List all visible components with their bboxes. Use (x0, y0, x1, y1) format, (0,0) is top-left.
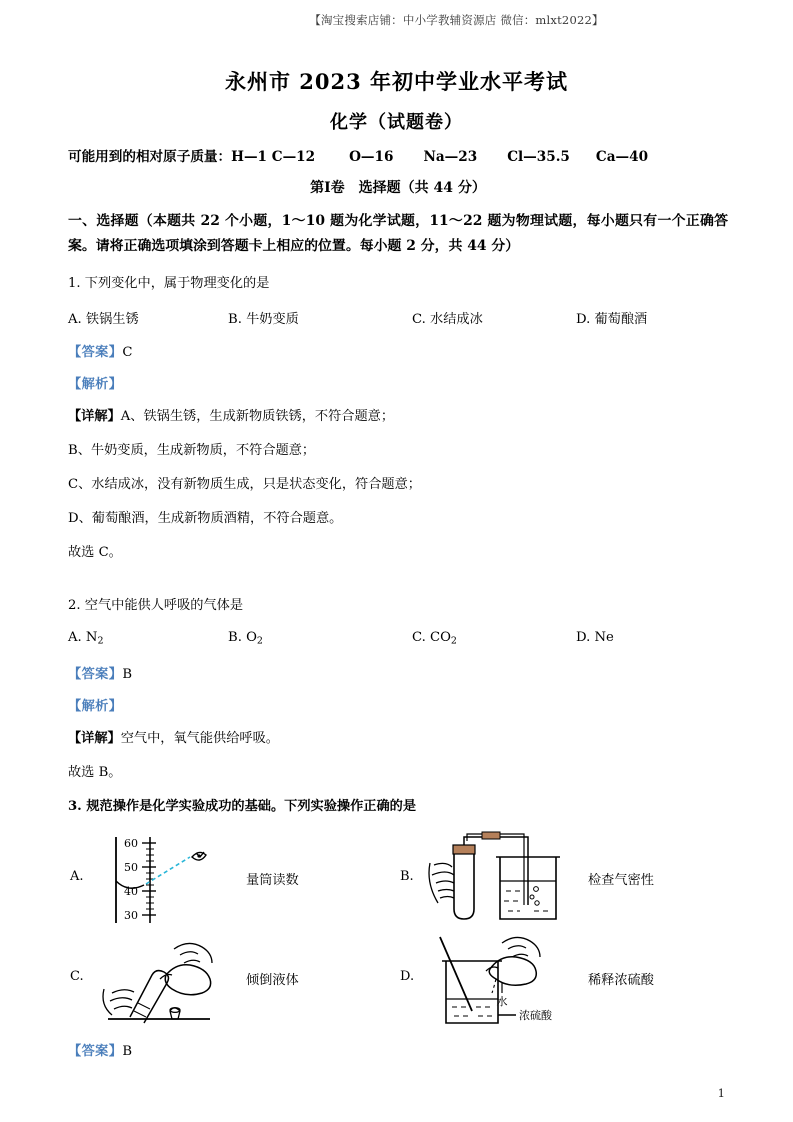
option-d-letter: D. (576, 311, 591, 327)
figure-option-b-letter: B. (400, 869, 414, 885)
question-2-analysis (68, 696, 728, 717)
svg-text:60: 60 (124, 837, 138, 851)
answer-tag: 【答案】 (68, 1044, 123, 1060)
pouring-liquid-icon (94, 931, 254, 1031)
figure-option-c-letter: C. (70, 969, 84, 985)
option-a-letter: A. (68, 629, 82, 645)
figure-option-b[interactable] (398, 831, 728, 931)
figure-option-a[interactable] (68, 831, 398, 931)
option-b[interactable] (228, 630, 263, 647)
question-1-detail-3: D、葡萄酿酒，生成新物质酒精，不符合题意。 (68, 511, 343, 527)
question-3-figure-grid (68, 831, 728, 1031)
atomic-mass-item-1: O—16 (349, 149, 394, 165)
document-body (68, 146, 728, 1073)
atomic-mass-line (68, 146, 728, 168)
answer-tag: 【答案】 (68, 344, 123, 360)
question-1-conclusion: 故选 C。 (68, 545, 122, 561)
option-d-formula: Ne (594, 629, 614, 645)
option-c-text: 水结成冰 (430, 311, 483, 327)
detail-tag: 【详解】 (68, 408, 121, 424)
question-2-detail-0 (68, 728, 728, 749)
question-3-answer-value: B (122, 1044, 133, 1060)
option-b-subscript: 2 (256, 635, 263, 647)
option-c[interactable] (412, 308, 483, 327)
option-b[interactable] (228, 308, 299, 327)
watermark-banner (0, 12, 793, 28)
watermark-text: 【淘宝搜索店铺：中小学教辅资源店 微信：mlxt2022】 (309, 13, 604, 27)
atomic-mass-lead: 可能用到的相对原子质量： (68, 149, 232, 165)
atomic-mass-item-2: Na—23 (423, 149, 478, 165)
atomic-mass-item-0: H—1 C—12 (231, 149, 316, 165)
figure-option-c[interactable] (68, 931, 398, 1031)
question-1-answer (68, 342, 728, 363)
question-1-stem: 1. 下列变化中，属于物理变化的是 (68, 275, 270, 291)
question-1-detail-0 (68, 406, 728, 427)
section-volume: 第I卷 (310, 180, 345, 197)
atomic-mass-item-3: Cl—35.5 (507, 149, 570, 165)
section-instructions: 一、选择题（本题共 22 个小题，1～10 题为化学试题，11～22 题为物理试题，每小题只有一个正确答案。请将正确选项填涂到答题卡上相应的位置。每小题 2 分，共 44 分） (68, 213, 728, 254)
option-b-letter: B. (228, 629, 242, 645)
option-a[interactable] (68, 308, 139, 327)
water-annotation: 水 (496, 995, 508, 1009)
answer-tag: 【答案】 (68, 666, 123, 682)
question-3-stem: 3. 规范操作是化学实验成功的基础。下列实验操作正确的是 (68, 799, 417, 815)
option-a-text: 铁锅生锈 (85, 311, 139, 327)
diluting-sulfuric-acid-icon (424, 931, 584, 1031)
option-c-letter: C. (412, 311, 426, 327)
option-c-subscript: 2 (450, 635, 457, 647)
question-2-stem: 2. 空气中能供人呼吸的气体是 (68, 597, 244, 613)
option-b-letter: B. (228, 311, 242, 327)
option-c-letter: C. (412, 629, 426, 645)
graduated-cylinder-reading-icon (94, 831, 254, 931)
figure-option-c-caption: 倾倒液体 (246, 973, 299, 989)
question-2-conclusion: 故选 B。 (68, 765, 122, 781)
figure-option-d-letter: D. (400, 969, 415, 985)
question-3-answer (68, 1041, 728, 1062)
option-b-formula: O (246, 629, 257, 645)
question-1-analysis (68, 374, 728, 395)
option-b-text: 牛奶变质 (246, 311, 299, 327)
figure-option-d-caption: 稀释浓硫酸 (588, 973, 654, 989)
option-a-letter: A. (68, 311, 82, 327)
figure-option-a-letter: A. (70, 869, 84, 885)
question-2-answer-value: B (122, 666, 133, 682)
option-a-formula: N (85, 629, 98, 645)
option-d-letter: D. (576, 629, 591, 645)
option-d[interactable] (576, 308, 647, 327)
svg-text:40: 40 (124, 885, 138, 899)
question-2-options (68, 630, 728, 650)
option-c[interactable] (412, 630, 457, 647)
question-2-detail-0-text: 空气中，氧气能供给呼吸。 (120, 730, 279, 746)
option-d[interactable] (576, 630, 614, 647)
question-1-detail-1: B、牛奶变质，生成新物质，不符合题意； (68, 443, 316, 459)
option-c-formula: CO (430, 629, 451, 645)
question-1-options (68, 308, 728, 328)
question-1-detail-2: C、水结成冰，没有新物质生成，只是状态变化，符合题意； (68, 477, 421, 493)
gas-tightness-check-icon (424, 831, 584, 931)
option-d-text: 葡萄酿酒 (594, 311, 648, 327)
figure-option-d[interactable] (398, 931, 728, 1031)
figure-option-b-caption: 检查气密性 (588, 873, 654, 889)
page-number: 1 (717, 1086, 725, 1100)
analysis-tag: 【解析】 (68, 698, 123, 714)
svg-text:30: 30 (124, 909, 138, 923)
section-kind: 选择题（共 44 分） (358, 180, 486, 197)
option-a-subscript: 2 (97, 635, 104, 647)
page-subtitle: 化学（试题卷） (330, 112, 463, 133)
option-a[interactable] (68, 630, 104, 647)
figure-option-a-caption: 量筒读数 (246, 873, 299, 889)
question-2-answer (68, 664, 728, 685)
acid-annotation: 浓硫酸 (519, 1009, 552, 1023)
question-1-detail-0-text: A、铁锅生锈，生成新物质铁锈，不符合题意； (120, 408, 395, 424)
analysis-tag: 【解析】 (68, 376, 123, 392)
section-header (68, 177, 728, 197)
atomic-mass-item-4: Ca—40 (595, 149, 649, 165)
page-title: 永州市 2023 年初中学业水平考试 (224, 69, 569, 94)
svg-text:50: 50 (124, 861, 138, 875)
detail-tag: 【详解】 (68, 730, 121, 746)
question-1-answer-value: C (122, 344, 133, 360)
